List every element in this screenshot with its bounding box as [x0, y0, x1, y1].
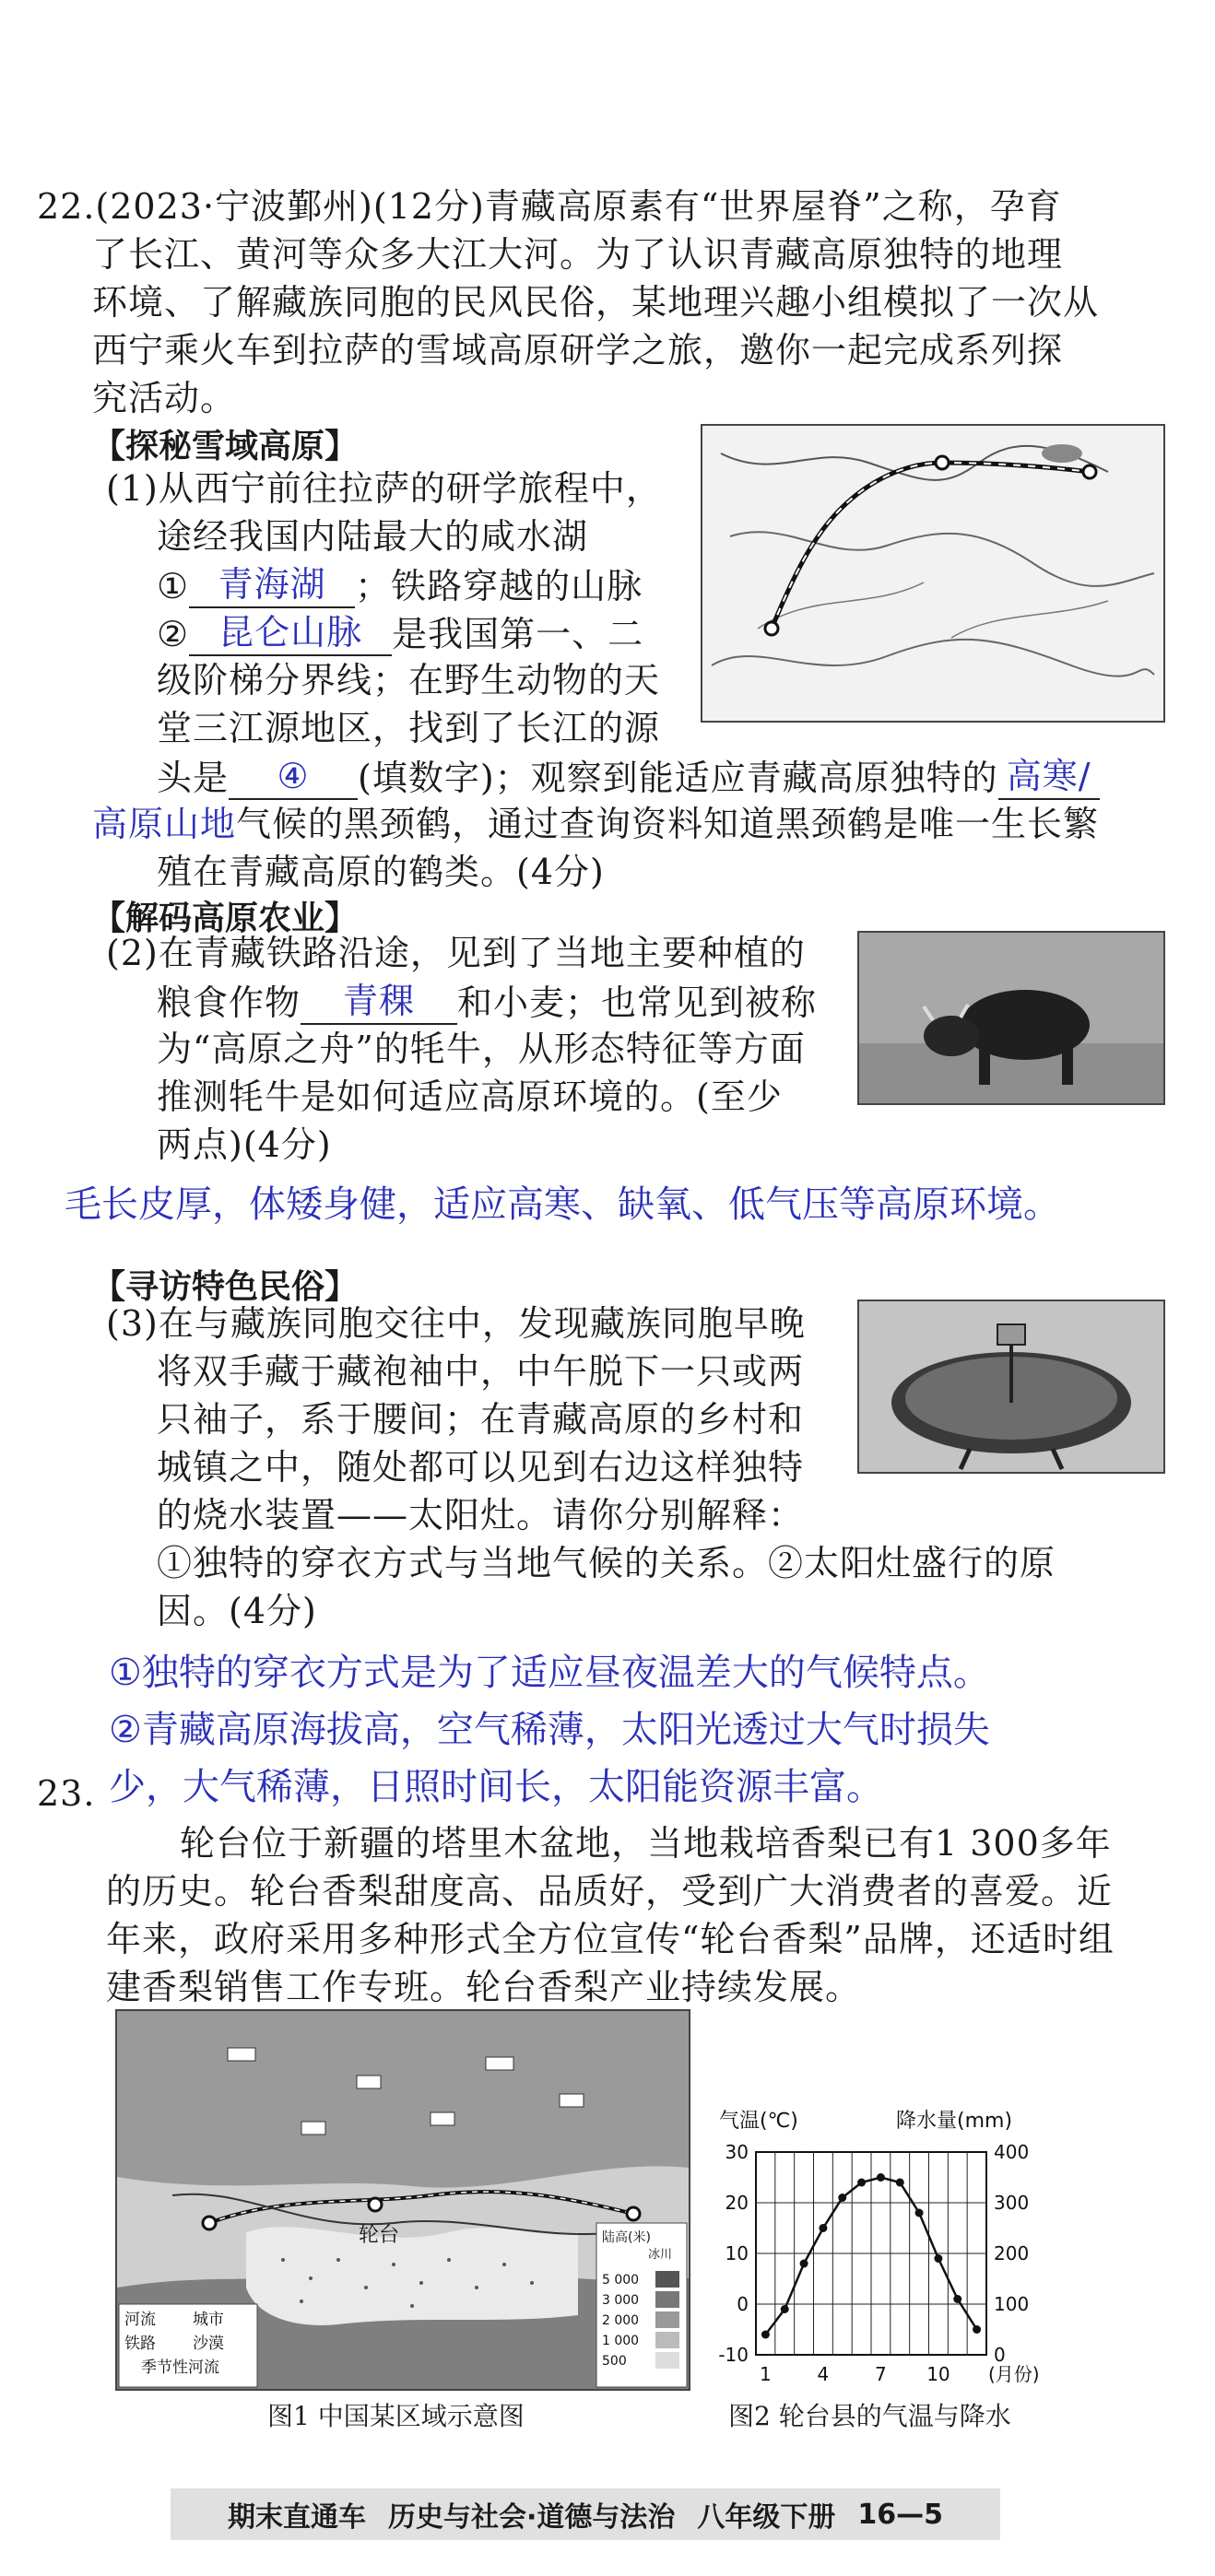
svg-text:河流: 河流 — [124, 2311, 156, 2329]
precip-axis-label: 降水量(mm) — [896, 2110, 1013, 2133]
y2-tick-label: 100 — [994, 2293, 1030, 2315]
p1-line: 级阶梯分界线；在野生动物的天 — [157, 660, 661, 700]
svg-text:1 000: 1 000 — [602, 2334, 640, 2348]
answer-blank: 青海湖 — [189, 562, 355, 608]
y-tick-label: 10 — [725, 2242, 749, 2264]
solar-cooker-photo — [857, 1300, 1165, 1474]
section-title-1: 【探秘雪域高原】 — [92, 428, 359, 465]
p1-line: ① 青海湖 ；铁路穿越的山脉 — [157, 564, 643, 606]
temperature-point — [800, 2260, 808, 2268]
y-tick-label: -10 — [718, 2344, 749, 2366]
p1-line: 堂三江源地区，找到了长江的源 — [157, 708, 661, 748]
yak-photo — [857, 931, 1165, 1105]
p3-line: 城镇之中，随处都可以见到右边这样独特 — [157, 1447, 805, 1488]
p3-line: 只袖子，系于腰间；在青藏高原的乡村和 — [157, 1399, 805, 1440]
section-title-3: 【寻访特色民俗】 — [92, 1268, 359, 1306]
x-tick-label: 10 — [926, 2363, 950, 2385]
temp-axis-label: 气温(℃) — [719, 2110, 798, 2133]
climate-chart — [701, 2101, 1069, 2405]
section-title-2: 【解码高原农业】 — [92, 900, 359, 937]
temperature-point — [857, 2179, 866, 2187]
temperature-point — [934, 2254, 942, 2263]
temperature-point — [973, 2325, 981, 2334]
temperature-point — [819, 2224, 827, 2232]
q23-line: 轮台位于新疆的塔里木盆地，当地栽培香梨已有1 300多年 — [180, 1823, 1112, 1864]
y2-tick-label: 0 — [994, 2344, 1006, 2366]
handwritten-answer-3a: ①独特的穿衣方式是为了适应昼夜温差大的气候特点。 — [109, 1652, 990, 1694]
footer-page: 16—5 — [857, 2498, 944, 2531]
y-tick-label: 20 — [725, 2192, 749, 2214]
temperature-point — [838, 2194, 846, 2202]
city-golmud-icon — [936, 456, 949, 469]
figure1-caption: 图1 中国某区域示意图 — [267, 2401, 525, 2431]
x-tick-label: 4 — [817, 2363, 830, 2385]
footer-subject: 历史与社会·道德与法治 — [387, 2501, 676, 2534]
temperature-point — [761, 2331, 770, 2339]
q22-intro-line: 了长江、黄河等众多大江大河。为了认识青藏高原独特的地理 — [92, 234, 1064, 275]
p3-line: ①独特的穿衣方式与当地气候的关系。②太阳灶盛行的原 — [157, 1543, 1056, 1583]
answer-blank: ④ — [229, 754, 358, 800]
page-footer — [171, 2488, 1000, 2540]
y2-tick-label: 400 — [994, 2141, 1030, 2163]
city-luntai-icon — [369, 2198, 382, 2211]
p3-line: 因。(4分) — [157, 1591, 317, 1631]
svg-text:冰川: 冰川 — [648, 2248, 673, 2262]
footer-grade: 八年级下册 — [697, 2501, 836, 2534]
p2-line: 两点)(4分) — [157, 1124, 332, 1165]
city-xining-icon — [1083, 465, 1096, 478]
p2-line: 推测牦牛是如何适应高原环境的。(至少 — [157, 1076, 783, 1117]
p2-line: (2)在青藏铁路沿途，见到了当地主要种植的 — [106, 933, 806, 973]
q23-line: 年来，政府采用多种形式全方位宣传“轮台香梨”品牌，还适时组 — [106, 1919, 1115, 1959]
q22-intro-line: 环境、了解藏族同胞的民风民俗，某地理兴趣小组模拟了一次从 — [92, 282, 1100, 323]
x-tick-label: 1 — [760, 2363, 772, 2385]
climate-chart-svg — [701, 2101, 1069, 2405]
answer-blank: 青稞 — [301, 979, 457, 1025]
temperature-point — [953, 2295, 961, 2303]
p1-line: ② 昆仑山脉 是我国第一、二 — [157, 612, 644, 654]
p1-line: 头是 ④ (填数字)；观察到能适应青藏高原独特的 高寒/ — [157, 754, 1100, 800]
p1-line: 途经我国内陆最大的咸水湖 — [157, 516, 589, 557]
p1-line: (1)从西宁前往拉萨的研学旅程中， — [106, 468, 662, 509]
answer-text: 高原山地 — [92, 804, 237, 844]
city-lhasa-icon — [765, 622, 778, 635]
railway-map — [701, 424, 1165, 723]
p1-line: 高原山地气候的黑颈鹤，通过查询资料知道黑颈鹤是唯一生长繁 — [92, 804, 1100, 844]
q22-intro-line: 究活动。 — [92, 378, 237, 418]
q22-intro-line: 22.(2023·宁波鄞州)(12分)青藏高原素有“世界屋脊”之称，孕育 — [37, 186, 1062, 227]
svg-text:陆高(米): 陆高(米) — [602, 2230, 651, 2245]
map-place-label: 轮台 — [359, 2224, 400, 2247]
railway-map-svg — [702, 426, 1163, 721]
y-tick-label: 0 — [737, 2293, 749, 2315]
svg-text:季节性河流: 季节性河流 — [141, 2358, 219, 2377]
p1-line: 殖在青藏高原的鹤类。(4分) — [157, 852, 605, 892]
q23-line: 的历史。轮台香梨甜度高、品质好，受到广大消费者的喜爱。近 — [106, 1871, 1114, 1911]
q23-number: 23. — [37, 1773, 96, 1814]
q23-line: 建香梨销售工作专班。轮台香梨产业持续发展。 — [106, 1967, 862, 2007]
y2-tick-label: 200 — [994, 2242, 1030, 2264]
figure2-caption: 图2 轮台县的气温与降水 — [728, 2401, 1011, 2431]
y-tick-label: 30 — [725, 2141, 749, 2163]
p2-line: 粮食作物 青稞 和小麦；也常见到被称 — [157, 981, 818, 1023]
footer-book: 期末直通车 — [227, 2501, 366, 2534]
svg-text:沙漠: 沙漠 — [193, 2335, 224, 2353]
p3-line: 的烧水装置——太阳灶。请你分别解释： — [157, 1495, 805, 1535]
svg-text:3 000: 3 000 — [602, 2293, 640, 2308]
svg-text:城市: 城市 — [193, 2311, 224, 2329]
temperature-point — [896, 2179, 904, 2187]
svg-text:2 000: 2 000 — [602, 2313, 640, 2328]
x-tick-label: 7 — [875, 2363, 887, 2385]
svg-text:5 000: 5 000 — [602, 2273, 640, 2288]
svg-text:铁路: 铁路 — [124, 2335, 156, 2353]
answer-blank: 昆仑山脉 — [189, 610, 392, 656]
handwritten-answer-3c: 少，大气稀薄，日照时间长，太阳能资源丰富。 — [109, 1766, 883, 1808]
x-axis-label: (月份) — [988, 2363, 1040, 2385]
p2-line: 为“高原之舟”的牦牛，从形态特征等方面 — [157, 1029, 806, 1069]
svg-text:500: 500 — [602, 2354, 627, 2369]
y2-tick-label: 300 — [994, 2192, 1030, 2214]
temperature-point — [781, 2305, 789, 2313]
regional-map — [115, 2009, 690, 2391]
q22-intro-line: 西宁乘火车到拉萨的雪域高原研学之旅，邀你一起完成系列探 — [92, 330, 1064, 371]
p3-line: (3)在与藏族同胞交往中，发现藏族同胞早晚 — [106, 1303, 806, 1344]
temperature-point — [877, 2173, 885, 2182]
p3-line: 将双手藏于藏袍袖中，中午脱下一只或两 — [157, 1351, 805, 1392]
answer-blank: 高寒/ — [998, 754, 1100, 800]
handwritten-answer-2: 毛长皮厚，体矮身健，适应高寒、缺氧、低气压等高原环境。 — [65, 1183, 1060, 1226]
handwritten-answer-3b: ②青藏高原海拔高，空气稀薄，太阳光透过大气时损失 — [109, 1709, 990, 1751]
temperature-point — [915, 2209, 924, 2217]
